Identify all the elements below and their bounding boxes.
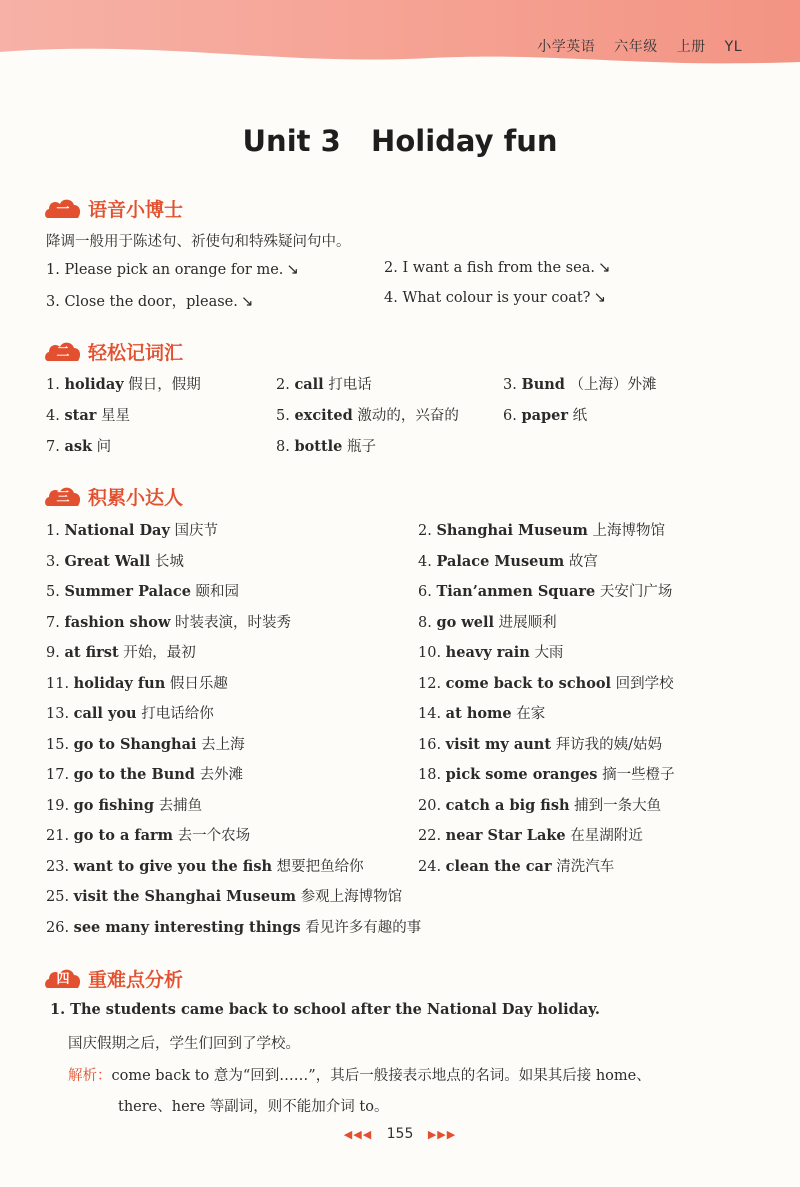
phrase-item: 7. fashion show 时装表演，时装秀: [46, 614, 292, 631]
phrase-item: 5. Summer Palace 颐和园: [46, 583, 240, 600]
phrase-item: 16. visit my aunt 拜访我的姨/姑妈: [418, 736, 663, 753]
phrase-item: 8. go well 进展顺利: [418, 614, 557, 631]
phrase-item: 9. at first 开始，最初: [46, 644, 196, 661]
section-3-title: 积累小达人: [88, 486, 184, 509]
section-3-heading: [44, 481, 183, 511]
phrase-item: 15. go to Shanghai 去上海: [46, 736, 245, 753]
falling-tone-icon: ↘: [286, 260, 299, 278]
key-sentence-translation: 国庆假期之后，学生们回到了学校。: [68, 1036, 300, 1052]
phrase-item: 2. Shanghai Museum 上海博物馆: [418, 522, 666, 539]
phrase-item: 14. at home 在家: [418, 705, 546, 722]
phrase-item: 24. clean the car 清洗汽车: [418, 858, 615, 875]
phrase-item: 10. heavy rain 大雨: [418, 644, 564, 661]
phrase-item: 21. go to a farm 去一个农场: [46, 827, 251, 844]
vocab-item: 1. holiday 假日，假期: [46, 376, 201, 393]
next-arrows-icon: ▶▶▶: [427, 1128, 457, 1141]
section-1-intro: 降调一般用于陈述句、祈使句和特殊疑问句中。: [46, 234, 351, 250]
section-2-heading: [44, 336, 183, 366]
cloud-badge-icon: 二: [44, 339, 82, 363]
phrase-item: 12. come back to school 回到学校: [418, 675, 674, 692]
header-edition: YL: [724, 39, 742, 55]
phrase-item: 20. catch a big fish 捕到一条大鱼: [418, 797, 662, 814]
falling-tone-icon: ↘: [593, 288, 607, 306]
vocab-item: 4. star 星星: [46, 407, 130, 424]
phrase-item: 26. see many interesting things 看见许多有趣的事: [46, 919, 422, 936]
phrase-item: 6. Tian’anmen Square 天安门广场: [418, 583, 673, 600]
vocab-item: 7. ask 问: [46, 438, 112, 455]
section-4-title: 重难点分析: [88, 968, 184, 991]
header-subject: 小学英语: [537, 39, 596, 55]
section-4-heading: [44, 963, 183, 993]
header-grade: 六年级: [614, 39, 658, 55]
phrase-item: 17. go to the Bund 去外滩: [46, 766, 244, 783]
unit-title: Unit 3 Holiday fun: [242, 124, 558, 158]
cloud-badge-icon: 三: [44, 484, 82, 508]
pron-item-3: 3. Close the door，please. ↘: [46, 292, 254, 310]
phrase-item: 19. go fishing 去捕鱼: [46, 797, 203, 814]
vocab-item: 8. bottle 瓶子: [276, 438, 377, 455]
section-1-title: 语音小博士: [88, 198, 184, 221]
vocab-item: 3. Bund （上海）外滩: [503, 376, 657, 393]
header-info: [523, 36, 742, 56]
falling-tone-icon: ↘: [240, 292, 254, 310]
phrase-item: 3. Great Wall 长城: [46, 553, 184, 570]
phrase-item: 25. visit the Shanghai Museum 参观上海博物馆: [46, 888, 403, 905]
pron-item-1: 1. Please pick an orange for me. ↘: [46, 260, 299, 278]
pron-item-2: 2. I want a fish from the sea. ↘: [384, 258, 611, 276]
prev-arrows-icon: ◀◀◀: [343, 1128, 373, 1141]
page-number: ◀◀◀ 155 ▶▶▶: [343, 1126, 457, 1142]
analysis-line-2: there、here 等副词，则不能加介词 to。: [118, 1099, 389, 1115]
section-1-heading: [44, 193, 183, 223]
vocab-item: 5. excited 激动的，兴奋的: [276, 407, 459, 424]
header-term: 上册: [676, 39, 706, 55]
cloud-badge-icon: 一: [44, 196, 82, 220]
vocab-item: 6. paper 纸: [503, 407, 588, 424]
analysis-line-1: 解析：come back to 意为“回到……”，其后一般接表示地点的名词。如果其后接 home、: [68, 1068, 651, 1084]
phrase-item: 18. pick some oranges 摘一些橙子: [418, 766, 675, 783]
phrase-item: 4. Palace Museum 故宫: [418, 553, 598, 570]
phrase-item: 22. near Star Lake 在星湖附近: [418, 827, 643, 844]
cloud-badge-icon: 四: [44, 966, 82, 990]
vocab-item: 2. call 打电话: [276, 376, 372, 393]
section-2-title: 轻松记词汇: [88, 341, 184, 364]
falling-tone-icon: ↘: [597, 258, 611, 276]
pron-item-4: 4. What colour is your coat? ↘: [384, 288, 607, 306]
phrase-item: 11. holiday fun 假日乐趣: [46, 675, 228, 692]
phrase-item: 1. National Day 国庆节: [46, 522, 218, 539]
phrase-item: 23. want to give you the fish 想要把鱼给你: [46, 858, 364, 875]
phrase-item: 13. call you 打电话给你: [46, 705, 214, 722]
analysis-label: 解析：: [68, 1068, 112, 1084]
key-sentence: 1. The students came back to school after the National Day holiday.: [50, 1001, 600, 1018]
